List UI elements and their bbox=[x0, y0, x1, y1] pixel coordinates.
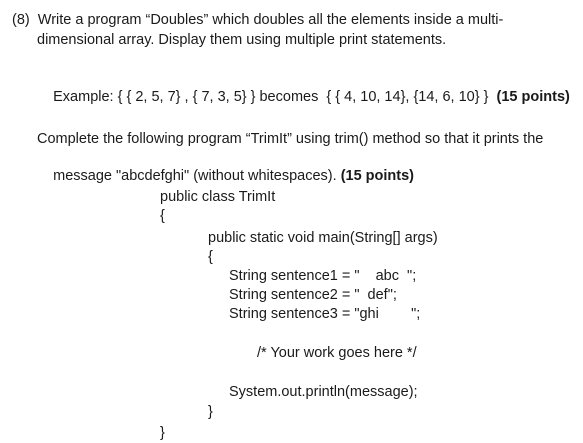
code-print-stmt: System.out.println(message); bbox=[229, 384, 418, 400]
q8-line-1: (8) Write a program “Doubles” which doubles all the elements inside a multi- bbox=[12, 12, 504, 28]
q9-points: (15 points) bbox=[340, 168, 414, 184]
code-comment: /* Your work goes here */ bbox=[257, 345, 417, 361]
code-open-brace-inner: { bbox=[208, 249, 213, 265]
q9-line-1: Complete the following program “TrimIt” using trim() method so that it prints the bbox=[37, 131, 544, 147]
q8-example bbox=[37, 70, 570, 124]
code-open-brace-outer: { bbox=[160, 208, 165, 224]
q8-points: (15 points) bbox=[496, 89, 570, 105]
code-stmt-2: String sentence2 = " def"; bbox=[229, 287, 397, 303]
code-close-brace-inner: } bbox=[208, 404, 213, 420]
q8-example-text: Example: { { 2, 5, 7} , { 7, 3, 5} } becomes { { 4, 10, 14}, {14, 6, 10} } bbox=[53, 89, 489, 105]
code-method-decl: public static void main(String[] args) bbox=[208, 230, 438, 246]
code-close-brace-outer: } bbox=[160, 425, 165, 441]
code-class-decl: public class TrimIt bbox=[160, 189, 276, 205]
q9-line-2-text: message "abcdefghi" (without whitespaces). bbox=[53, 168, 337, 184]
code-stmt-1: String sentence1 = " abc "; bbox=[229, 268, 417, 284]
q8-line-2: dimensional array. Display them using multiple print statements. bbox=[37, 32, 447, 48]
code-stmt-3: String sentence3 = "ghi "; bbox=[229, 306, 421, 322]
